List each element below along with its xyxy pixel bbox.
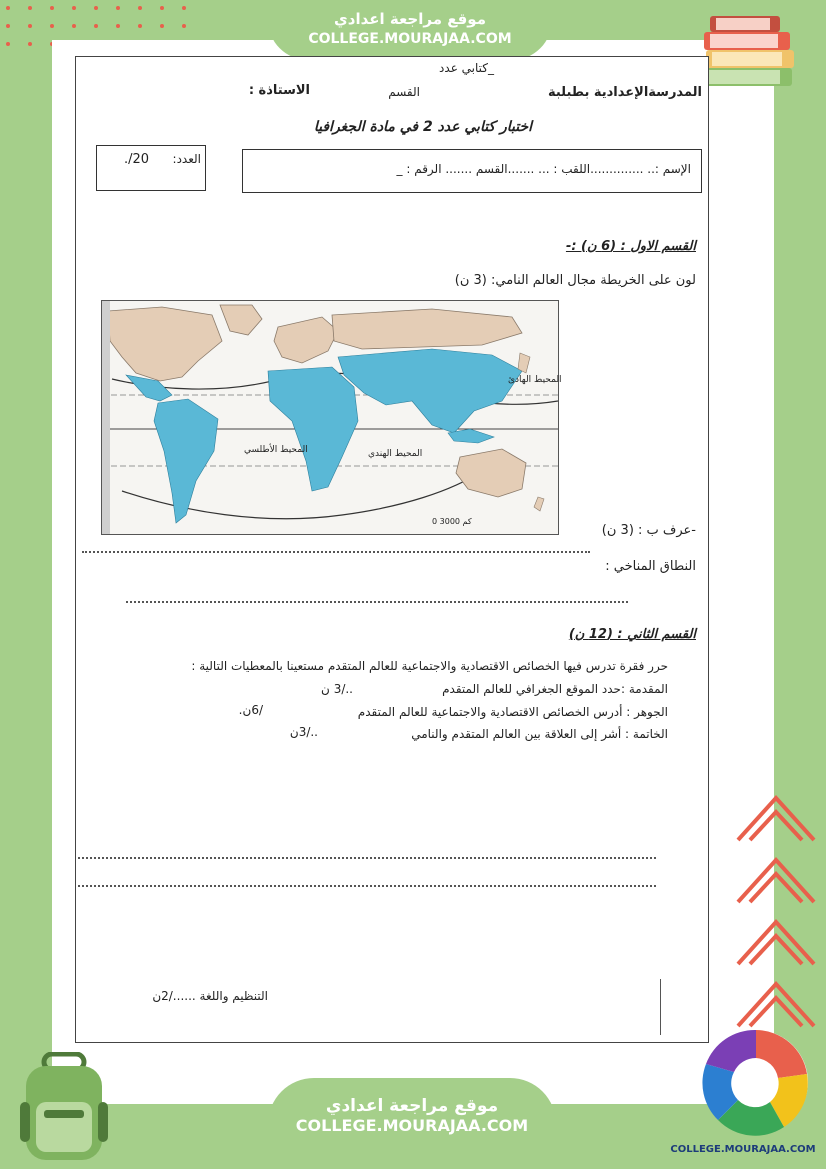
part2-body: الجوهر : أدرس الخصائص الاقتصادية والاجتماعية للعالم المتقدم — [357, 705, 668, 719]
answer-line-2[interactable] — [126, 601, 628, 603]
answer-line-4[interactable] — [78, 885, 656, 887]
class-label: القسم — [388, 85, 420, 99]
footer-site-arabic-name: موقع مراجعة اعدادي — [325, 1096, 499, 1116]
part2-conclusion: الخاتمة : أشر إلى العلاقة بين العالم المتقدم والنامي — [411, 727, 668, 741]
exam-title: اختبار كتابي عدد 2 في مادة الجغرافيا — [313, 119, 532, 135]
map-label-indian: المحيط الهندي — [368, 449, 423, 459]
exam-sheet — [75, 56, 709, 1043]
footer-site-url[interactable]: COLLEGE.MOURAJAA.COM — [295, 1116, 529, 1135]
site-header-badge[interactable] — [268, 0, 552, 60]
part1-question-1: لون على الخريطة مجال العالم النامي: (3 ن) — [454, 273, 696, 288]
part2-intro: المقدمة :حدد الموقع الجغرافي للعالم المتقدم — [442, 682, 668, 696]
part1-question-2: -عرف ب : (3 ن) — [601, 523, 696, 538]
answer-line-1[interactable] — [82, 551, 590, 553]
part2-instruction: حرر فقرة تدرس فيها الخصائص الاقتصادية والاجتماعية للعالم المتقدم مستعينا بالمعطيات التالية : — [191, 659, 668, 673]
student-fields: الإسم :.. ..............اللقب : ... .......القسم ....... الرقم : _ — [396, 162, 691, 176]
part2-body-points: /6ن. — [238, 703, 263, 717]
organization-points: التنظيم واللغة ....../2ن — [152, 989, 268, 1003]
margin-rule — [660, 979, 661, 1035]
map-label-pacific: المحيط الهادئ — [508, 375, 562, 385]
test-type-label: _كتابي عدد — [439, 61, 494, 75]
logo-caption: COLLEGE.MOURAJAA.COM — [670, 1144, 816, 1155]
part2-intro-points: ../3 ن — [321, 682, 353, 696]
map-label-atlantic: المحيط الأطلسي — [244, 445, 308, 455]
part2-conclusion-points: ../3ن — [289, 725, 318, 739]
part2-heading: القسم الثاني : (12 ن) — [568, 627, 696, 642]
answer-line-3[interactable] — [78, 857, 656, 859]
grade-box — [96, 145, 206, 191]
part1-heading: القسم الاول : (6 ن) :- — [565, 239, 696, 254]
chevron-up-decoration-icon — [732, 780, 820, 1040]
world-map — [101, 300, 559, 535]
grade-label: العدد: — [172, 152, 201, 166]
backpack-icon — [14, 1052, 114, 1164]
site-arabic-name: موقع مراجعة اعدادي — [334, 10, 486, 28]
site-url[interactable]: COLLEGE.MOURAJAA.COM — [308, 31, 512, 47]
site-footer-badge[interactable] — [268, 1078, 556, 1169]
student-info-box — [242, 149, 702, 193]
part1-term: النطاق المناخي : — [605, 559, 696, 574]
teacher-label: الاستاذة : — [248, 83, 310, 98]
grade-total: 20/. — [123, 152, 149, 167]
school-name: المدرسةالإعدادية بطبلبة — [547, 85, 702, 100]
college-mourajaa-logo[interactable] — [694, 1024, 818, 1142]
map-scale: 0 3000 كم — [432, 517, 472, 526]
books-stack-icon — [700, 14, 802, 94]
